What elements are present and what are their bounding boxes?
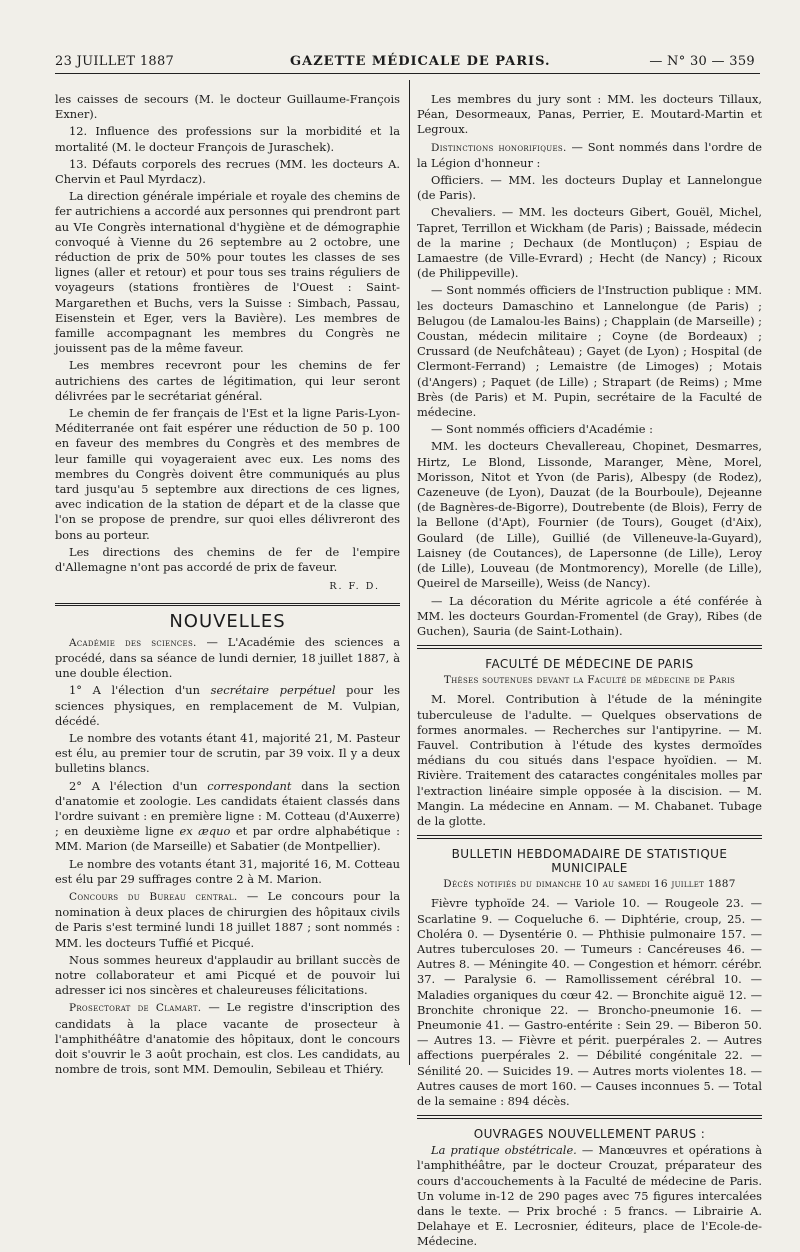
header-date: 23 JUILLET 1887 (55, 54, 175, 69)
paragraph: MM. les docteurs Chevallereau, Chopinet, Desmarres, Hirtz, Le Blond, Lissonde, Maranger, Mène, Morel, Morisson, Nitot et Yvon (de Paris), Albespy (de Rodez), Cazeneuve (de Lyon), Dauzat (de la Bourboule), Dejeanne (de Bagnères-de-Bigorre), Doutrebente (de Blois), Ferry de la Bellone (d'Apt), Fournier (de Tours), Gouget (d'Aix), Goulard (de Lille), Guillié (de Villeneuve-la-Guyard), Laisney (de Coutances), de Lapersonne (de Lille), Leroy (de Lille), Louveau (de Montmorency), Morelle (de Lille), Queirel de Marseille), Weiss (de Nancy). (417, 439, 762, 591)
paragraph: Les directions des chemins de fer de l'empire d'Allemagne n'ont pas accordé de prix de faveur. (55, 544, 400, 575)
paragraph: les caisses de secours (M. le docteur Guillaume-François Exner). (55, 92, 400, 122)
page-header (55, 50, 755, 74)
prosectorat-heading: Prosectorat de Clamart. (69, 1002, 202, 1015)
text-span: 2° A l'élection d'un (69, 778, 208, 793)
paragraph: M. Morel. Contribution à l'étude de la méningite tuberculeuse de l'adulte. — Quelques observations de formes anormales. — Recherches sur l'antipyrine. — M. Fauvel. Contribution à l'étude des kystes dermoïdes médians du cou situés dans l'espace hyoïdien. — M. Rivière. Traitement des cataractes congénitales molles par l'extraction linéaire simple opposée à la discision. — M. Mangin. La médecine en Annam. — M. Chabanet. Tubage de la glotte. (417, 692, 762, 828)
paragraph: Le chemin de fer français de l'Est et la ligne Paris-Lyon-Méditerranée ont fait espérer une réduction de 50 p. 100 en faveur des membres du Congrès et des membres de leur famille qui voyageraient avec eux. Les noms des membres du Congrès doivent être communiqués au plus tard jusqu'au 5 septembre aux directions de ces lignes, avec indication de la station de départ et de la classe que l'on se propose de prendre, sur quoi elles délivreront des bons au porteur. (55, 406, 400, 542)
paragraph: Le nombre des votants étant 41, majorité 21, M. Pasteur est élu, au premier tour de scrutin, par 39 voix. Il y a deux bulletins blancs. (55, 730, 400, 776)
ouvrages-title: OUVRAGES NOUVELLEMENT PARUS : (473, 1127, 706, 1142)
text-span: et par ordre alphabétique : MM. Marion (de Marseille) et Sabatier (de Montpellier). (55, 824, 400, 854)
theses-heading: Thèses soutenues devant la Faculté de médecine de Paris (443, 674, 736, 687)
emphasis: La pratique obstétricale. (431, 1143, 577, 1158)
right-column (417, 92, 762, 1252)
emphasis: correspondant (207, 778, 292, 793)
ouvrages-paragraph (417, 1143, 762, 1249)
academie-heading: Académie des sciences. (69, 636, 197, 649)
concours-heading: Concours du Bureau central. (69, 890, 238, 903)
deces-heading: Décès notifiés du dimanche 10 au samedi 16 juillet 1887 (443, 878, 736, 891)
emphasis: secrétaire perpétuel (210, 683, 336, 698)
text-span: — Sont nommés dans l'ordre de la Légion d'honneur : (417, 139, 762, 170)
paragraph: — Sont nommés officiers de l'Instruction publique : MM. les docteurs Damaschino et Lannelongue (de Paris) ; Belugou (de Lamalou-les Bains) ; Chapplain (de Marseille) ; Coustan, médecin militaire ; Coyne (de Bordeaux) ; Crussard (de Neufchâteau) ; Gayet (de Lyon) ; Hospital (de Clermont-Ferrand) ; Lemaistre (de Limoges) ; Motais (d'Angers) ; Paquet (de Lille) ; Strapart (de Reims) ; Mme Brès (de Paris) et M. Pupin, secrétaire de la Faculté de médecine. (417, 283, 762, 420)
bulletin-title: BULLETIN HEBDOMADAIRE DE STATISTIQUE MUNICIPALE (451, 847, 728, 876)
prosectorat-paragraph (55, 1000, 400, 1077)
paragraph: Les membres recevront pour les chemins de fer autrichiens des cartes de légitimation, qui leur seront délivrées par le secrétariat général. (55, 358, 400, 403)
text-span: — Le registre d'inscription des candidats à la place vacante de prosecteur à l'amphithéâtre d'anatomie des hôpitaux, dont le concours doit s'ouvrir le 3 août prochain, est clos. Les candidats, au nombre de trois, sont MM. Demoulin, Sebileau et Thiéry. (55, 1000, 400, 1077)
paragraph: La direction générale impériale et royale des chemins de fer autrichiens a accordé aux personnes qui prendront part au VIe Congrès international d'hygiène et de démographie convoqué à Vienne du 26 septembre au 2 octobre, une réduction de prix de 50% pour toutes les classes de ses lignes (aller et retour) et pour tous ses trains réguliers de voyageurs (stations frontières de l'Ouest : Saint-Margarethen et Buchs, vers la Suisse : Simbach, Passau, Eisenstein et Eger, vers la Bavière). Les membres de famille accompagnant les membres du Congrès ne jouissent pas de la même faveur. (55, 189, 400, 356)
section-rule (417, 645, 762, 649)
header-title: GAZETTE MÉDICALE DE PARIS. (290, 54, 551, 69)
concours-paragraph (55, 889, 400, 951)
section-rule (417, 1115, 762, 1119)
header-issue: — N° 30 — 359 (649, 54, 755, 69)
text-span: 1° A l'élection d'un (69, 683, 211, 698)
election2-paragraph (55, 779, 400, 855)
academie-paragraph (55, 635, 400, 682)
paragraph: — Sont nommés officiers d'Académie : (431, 422, 653, 437)
election1-paragraph (55, 683, 400, 729)
nouvelles-title: NOUVELLES (169, 610, 286, 632)
paragraph: — La décoration du Mérite agricole a été conférée à MM. les docteurs Gourdan-Fromentel (de Gray), Ribes (de Guchen), Sauria (de Saint-Lothain). (417, 593, 762, 638)
paragraph: Nous sommes heureux d'applaudir au brillant succès de notre collaborateur et ami Picqué et de pouvoir lui adresser ici nos sincères et chaleureuses félicitations. (55, 952, 400, 998)
header-rule (55, 73, 760, 74)
paragraph: 12. Influence des professions sur la morbidité et la mortalité (M. le docteur François de Juraschek). (55, 124, 400, 154)
text-span: dans la section d'anatomie et zoologie. Les candidats étaient classés dans l'ordre suivant : en première ligne : M. Cotteau (d'Auxerre) ; en deuxième ligne (55, 778, 400, 839)
section-rule (55, 603, 400, 606)
paragraph: Le nombre des votants étant 31, majorité 16, M. Cotteau est élu par 29 suffrages contre 2 à M. Marion. (55, 856, 400, 886)
left-column (55, 92, 400, 1079)
paragraph: Officiers. — MM. les docteurs Duplay et Lannelongue (de Paris). (417, 173, 762, 203)
distinctions-paragraph (417, 140, 762, 171)
emphasis: ex æquo (179, 824, 231, 839)
text-span: pour les sciences physiques, en remplacement de M. Vulpian, décédé. (55, 683, 401, 728)
signature: R. F. D. (329, 581, 380, 593)
text-span: — Le concours pour la nomination à deux places de chirurgien des hôpitaux civils de Paris s'est terminé lundi 18 juillet 1887 ; sont nommés : MM. les docteurs Tuffié et Picqué. (55, 888, 400, 950)
distinctions-heading: Distinctions honorifiques. (431, 141, 567, 154)
paragraph: Chevaliers. — MM. les docteurs Gibert, Gouël, Michel, Tapret, Terrillon et Wickham (de Paris) ; Baissade, médecin de la marine ; Dechaux (de Montluçon) ; Espiau de Lamaestre (de Ville-Evrard) ; Hecht (de Nancy) ; Ricoux (de Philippeville). (417, 205, 762, 281)
text-span: — Manœuvres et opérations à l'amphithéâtre, par le docteur Crouzat, préparateur des cours d'accouchements à la Faculté de médecine de Paris. Un volume in-12 de 290 pages avec 75 figures intercalées dans le texte. — Prix broché : 5 francs. — Librairie A. Delahaye et E. Lecrosnier, éditeurs, place de l'Ecole-de-Médecine. (417, 1143, 762, 1249)
paragraph: Fièvre typhoïde 24. — Variole 10. — Rougeole 23. — Scarlatine 9. — Coqueluche 6. — Diphtérie, croup, 25. — Choléra 0. — Dysentérie 0. — Phthisie pulmonaire 157. — Autres tuberculoses 20. — Tumeurs : Cancéreuses 46. — Autres 8. — Méningite 40. — Congestion et hémorr. cérébr. 37. — Paralysie 6. — Ramollissement cérébral 10. — Maladies organiques du cœur 42. — Bronchite aiguë 12. — Bronchite chronique 22. — Broncho-pneumonie 16. — Pneumonie 41. — Gastro-entérite : Sein 29. — Biberon 50. — Autres 13. — Fièvre et périt. puerpérales 2. — Autres affections puerpérales 2. — Débilité congénitale 22. — Sénilité 20. — Suicides 19. — Autres morts violentes 18. — Autres causes de mort 160. — Causes inconnues 5. — Total de la semaine : 894 décès. (417, 896, 762, 1108)
column-divider (409, 80, 410, 1065)
academie-text: — L'Académie des sciences a procédé, dans sa séance de lundi dernier, 18 juillet 1887, à une double élection. (55, 634, 400, 681)
paragraph: Les membres du jury sont : MM. les docteurs Tillaux, Péan, Desormeaux, Panas, Perrier, E. Moutard-Martin et Legroux. (417, 92, 762, 137)
section-rule (417, 835, 762, 839)
paragraph: 13. Défauts corporels des recrues (MM. les docteurs A. Chervin et Paul Myrdacz). (55, 156, 400, 187)
faculte-title: FACULTÉ DE MÉDECINE DE PARIS (485, 657, 694, 672)
